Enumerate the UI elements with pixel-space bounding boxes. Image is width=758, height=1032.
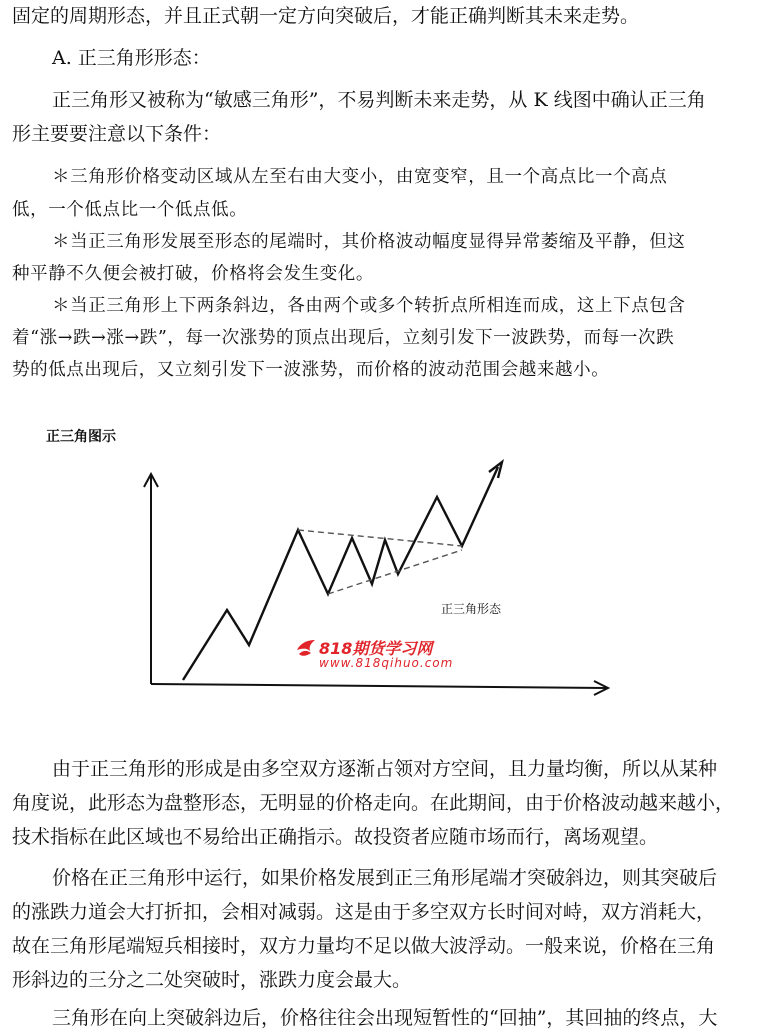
flame-logo-icon [295, 638, 317, 658]
pattern-label: 正三角形态 [441, 602, 502, 616]
bullet-line: ＊当正三角形发展至形态的尾端时，其价格波动幅度显得异常萎缩及平静，但这 [52, 232, 686, 252]
text-line: 正三角形又被称为“敏感三角形”，不易判断未来走势，从 K 线图中确认正三角 [52, 89, 706, 111]
text-line: 价格在正三角形中运行，如果价格发展到正三角形尾端才突破斜边，则其突破后 [52, 867, 718, 889]
bullet-line: 势的低点出现后，又立刻引发下一波涨势，而价格的波动范围会越来越小。 [12, 360, 610, 380]
text-line: 三角形在向上突破斜边后，价格往往会出现短暂性的“回抽”，其回抽的终点，大 [52, 1007, 718, 1029]
text-line: 形主要要注意以下条件： [12, 123, 222, 145]
text-line: 固定的周期形态，并且正式朝一定方向突破后，才能正确判断其未来走势。 [12, 5, 640, 27]
upper-trendline [298, 530, 462, 546]
x-axis [151, 684, 606, 688]
bullet-line: 低，一个低点比一个低点低。 [12, 200, 248, 220]
bullet-line: ＊当正三角形上下两条斜边，各由两个或多个转折点所相连而成，这上下点包含 [52, 296, 686, 316]
bullet-line: ＊三角形价格变动区域从左至右由大变小，由宽变窄，且一个高点比一个高点 [52, 167, 668, 187]
bullet-line: 种平静不久便会被打破，价格将会发生变化。 [12, 264, 374, 284]
text-line: 技术指标在此区域也不易给出正确指示。故投资者应随市场而行，离场观望。 [12, 826, 659, 848]
bullet-line: 着“涨→跌→涨→跌”，每一次涨势的顶点出现后，立刻引发下一波跌势，而每一次跌 [12, 328, 675, 348]
text-line: 的涨跌力道会大打折扣，会相对减弱。这是由于多空双方长时间对峙，双方消耗大， [12, 901, 716, 923]
section-heading: A. 正三角形形态： [52, 47, 211, 69]
watermark-name: 818期货学习网 [319, 639, 433, 658]
text-line: 故在三角形尾端短兵相接时，双方力量均不足以做大波浮动。一般来说，价格在三角 [12, 935, 716, 957]
lower-trendline [328, 550, 462, 594]
watermark-url: www.818qihuo.com [319, 656, 454, 670]
text-line: 形斜边的三分之二处突破时，涨跌力度会最大。 [12, 969, 412, 991]
text-line: 角度说，此形态为盘整形态，无明显的价格走向。在此期间，由于价格波动越来越小， [12, 792, 735, 814]
text-line: 由于正三角形的形成是由多空双方逐渐占领对方空间，且力量均衡，所以从某种 [52, 758, 718, 780]
figure-title: 正三角图示 [46, 429, 116, 445]
